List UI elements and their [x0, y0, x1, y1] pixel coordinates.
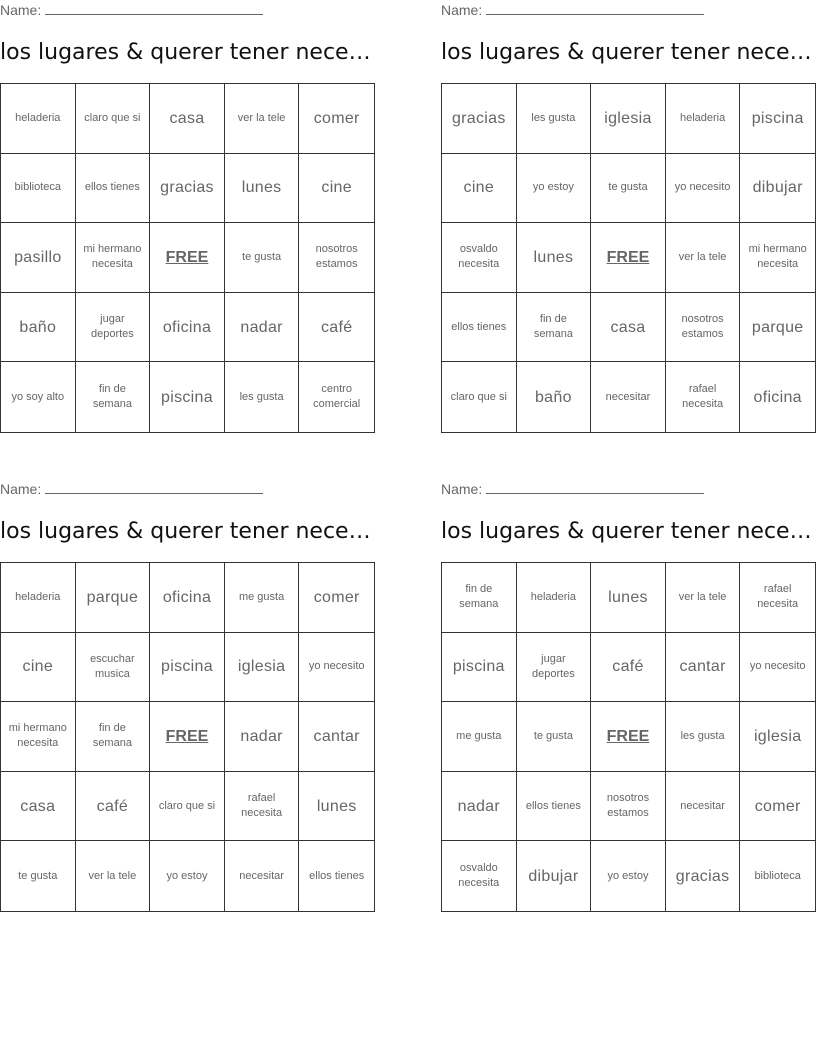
bingo-cell: iglesia: [740, 702, 815, 772]
name-line: [441, 2, 704, 18]
bingo-cell: dibujar: [517, 841, 592, 911]
bingo-cell: heladeria: [1, 84, 76, 154]
bingo-cell: necesitar: [225, 841, 300, 911]
bingo-cell: fin de semana: [517, 293, 592, 363]
bingo-cell: oficina: [150, 563, 225, 633]
bingo-cell: café: [76, 772, 151, 842]
name-label: Name:: [0, 481, 42, 497]
bingo-cell: les gusta: [666, 702, 741, 772]
free-space: FREE: [591, 223, 666, 293]
bingo-cell: parque: [76, 563, 151, 633]
bingo-cell: yo soy alto: [1, 362, 76, 432]
bingo-cell: les gusta: [517, 84, 592, 154]
bingo-cell: ver la tele: [666, 223, 741, 293]
bingo-cell: casa: [591, 293, 666, 363]
name-line: [441, 481, 704, 497]
bingo-cell: les gusta: [225, 362, 300, 432]
name-underline: [486, 2, 704, 15]
bingo-cell: claro que si: [76, 84, 151, 154]
card-title: los lugares & querer tener nece…: [441, 40, 812, 65]
bingo-cell: ver la tele: [76, 841, 151, 911]
bingo-cell: jugar deportes: [76, 293, 151, 363]
bingo-cell: yo estoy: [150, 841, 225, 911]
bingo-cell: oficina: [753, 388, 802, 406]
bingo-cell: heladeria: [666, 84, 741, 154]
bingo-cell: jugar deportes: [517, 633, 592, 703]
name-line: [0, 481, 263, 497]
bingo-cell: fin de semana: [442, 563, 517, 633]
bingo-cell: yo estoy: [517, 154, 592, 224]
bingo-cell: nosotros estamos: [666, 293, 741, 363]
bingo-cell: mi hermano necesita: [1, 702, 76, 772]
card-title: los lugares & querer tener nece…: [0, 519, 371, 544]
bingo-cell: lunes: [225, 154, 300, 224]
name-underline: [486, 481, 704, 494]
bingo-cell: fin de semana: [76, 362, 151, 432]
card-title: los lugares & querer tener nece…: [441, 519, 812, 544]
bingo-cell: mi hermano necesita: [76, 223, 151, 293]
bingo-cell: piscina: [150, 633, 225, 703]
bingo-cell: yo necesito: [740, 633, 815, 703]
bingo-cell: dibujar: [740, 154, 815, 224]
bingo-cell: claro que si: [150, 772, 225, 842]
bingo-cell: te gusta: [591, 154, 666, 224]
free-space: FREE: [591, 702, 666, 772]
name-line: [0, 2, 263, 18]
bingo-cell: rafael necesita: [225, 772, 300, 842]
bingo-grid: [0, 562, 375, 912]
bingo-cell: te gusta: [1, 841, 76, 911]
bingo-cell: comer: [299, 84, 374, 154]
bingo-cell: te gusta: [517, 702, 592, 772]
bingo-cell: cantar: [299, 702, 374, 772]
bingo-cell: centro comercial: [313, 383, 361, 411]
free-space: FREE: [150, 223, 225, 293]
bingo-cell: nadar: [442, 772, 517, 842]
card-title: los lugares & querer tener nece…: [0, 40, 371, 65]
bingo-cell: nosotros estamos: [591, 772, 666, 842]
bingo-cell: casa: [150, 84, 225, 154]
bingo-cell: biblioteca: [1, 154, 76, 224]
bingo-cell: ver la tele: [225, 84, 300, 154]
bingo-cell: parque: [740, 293, 815, 363]
bingo-cell: ver la tele: [666, 563, 741, 633]
name-label: Name:: [441, 481, 483, 497]
bingo-cell: nosotros estamos: [299, 223, 374, 293]
bingo-cell: rafael necesita: [740, 563, 815, 633]
bingo-cell: yo estoy: [591, 841, 666, 911]
bingo-cell: café: [591, 633, 666, 703]
bingo-cell: fin de semana: [76, 702, 151, 772]
bingo-cell: lunes: [591, 563, 666, 633]
bingo-cell: lunes: [299, 772, 374, 842]
bingo-cell: gracias: [150, 154, 225, 224]
bingo-cell: iglesia: [225, 633, 300, 703]
bingo-grid: [441, 83, 816, 433]
bingo-cell: yo necesito: [299, 633, 374, 703]
bingo-cell: oficina: [150, 293, 225, 363]
bingo-cell: necesitar: [666, 772, 741, 842]
bingo-cell: ellos tienes: [517, 772, 592, 842]
bingo-cell: nadar: [225, 702, 300, 772]
bingo-cell: ellos tienes: [442, 293, 517, 363]
bingo-cell: cantar: [666, 633, 741, 703]
bingo-cell: ellos tienes: [309, 869, 365, 882]
bingo-cell: cine: [1, 633, 76, 703]
bingo-cell: gracias: [442, 84, 517, 154]
bingo-cell: ellos tienes: [76, 154, 151, 224]
bingo-cell: comer: [740, 772, 815, 842]
name-label: Name:: [0, 2, 42, 18]
bingo-cell: gracias: [666, 841, 741, 911]
name-underline: [45, 2, 263, 15]
bingo-cell: piscina: [740, 84, 815, 154]
bingo-cell: osvaldo necesita: [442, 223, 517, 293]
bingo-cell: heladeria: [517, 563, 592, 633]
bingo-cell: me gusta: [225, 563, 300, 633]
bingo-cell: osvaldo necesita: [442, 841, 517, 911]
name-underline: [45, 481, 263, 494]
bingo-cell: me gusta: [442, 702, 517, 772]
bingo-cell: heladeria: [1, 563, 76, 633]
bingo-cell: piscina: [150, 362, 225, 432]
bingo-cell: biblioteca: [754, 869, 801, 882]
free-space: FREE: [150, 702, 225, 772]
bingo-cell: nadar: [225, 293, 300, 363]
name-label: Name:: [441, 2, 483, 18]
bingo-cell: escuchar musica: [76, 633, 151, 703]
bingo-cell: piscina: [442, 633, 517, 703]
bingo-cell: baño: [1, 293, 76, 363]
bingo-cell: claro que si: [442, 362, 517, 432]
bingo-cell: te gusta: [225, 223, 300, 293]
bingo-cell: yo necesito: [666, 154, 741, 224]
bingo-grid: [0, 83, 375, 433]
bingo-cell: cine: [442, 154, 517, 224]
bingo-cell: comer: [299, 563, 374, 633]
bingo-cell: lunes: [517, 223, 592, 293]
bingo-cell: café: [299, 293, 374, 363]
bingo-grid: [441, 562, 816, 912]
bingo-cell: iglesia: [591, 84, 666, 154]
bingo-cell: rafael necesita: [666, 362, 741, 432]
bingo-cell: necesitar: [591, 362, 666, 432]
bingo-cell: cine: [299, 154, 374, 224]
bingo-cell: casa: [1, 772, 76, 842]
bingo-cell: pasillo: [1, 223, 76, 293]
bingo-cell: baño: [517, 362, 592, 432]
bingo-cell: mi hermano necesita: [740, 223, 815, 293]
